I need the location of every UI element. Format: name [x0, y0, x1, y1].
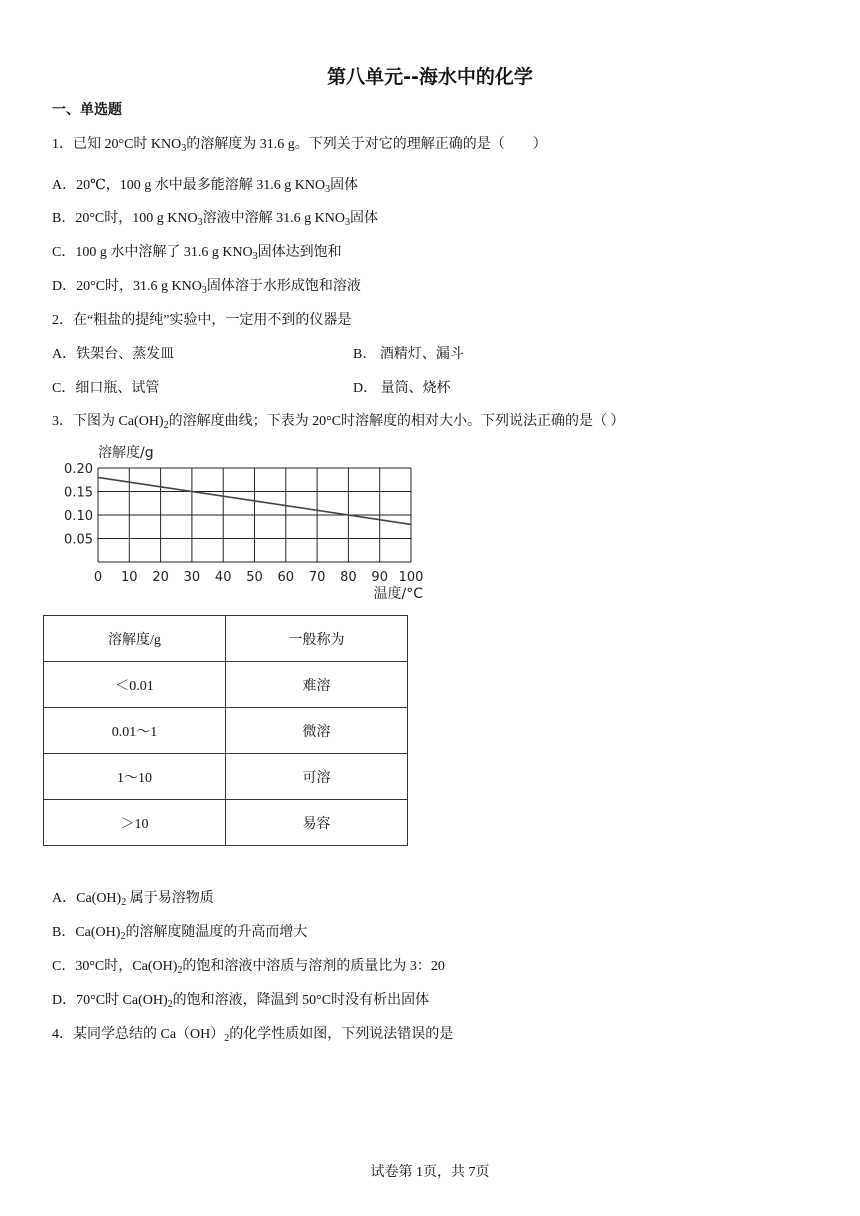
- q3-stem: 3．下图为 $Ca(OH)_2$的溶解度曲线；下表为 20°C时溶解度的相对大小。下列说法正确的是（ ）: [52, 414, 625, 431]
- table-cell: 难溶: [226, 662, 408, 708]
- table-cell: ＞10: [44, 800, 226, 846]
- table-row: [44, 800, 408, 846]
- q4-stem: 4．某同学总结的 $Ca(OH)_2$的化学性质如图，下列说法错误的是: [52, 1027, 454, 1044]
- table-cell: 0.01～1: [44, 708, 226, 754]
- page-footer: 试卷第 1页，共 7页: [370, 1165, 490, 1180]
- x-tick-label: 0: [93, 570, 103, 585]
- x-tick-label: 30: [183, 570, 201, 585]
- q1-option-b: B．20°C时，100 g $KNO_3$溶液中溶解 31.6 g $KNO_3$固体: [52, 211, 378, 228]
- q2-stem: 2．在“粗盐的提纯”实验中，一定用不到的仪器是: [52, 313, 352, 328]
- q1-option-d: D．20°C时，31.6 g $KNO_3$固体溶于水形成饱和溶液: [52, 279, 361, 296]
- y-tick-label: 0.20: [64, 462, 93, 477]
- x-tick-label: 80: [340, 570, 357, 585]
- q1-stem: 1．已知 20°C时 $KNO_3$的溶解度为 31.6 g。下列关于对它的理解正确的是（ ）: [52, 137, 547, 154]
- q2-option-b: B． 酒精灯、漏斗: [353, 347, 464, 362]
- table-cell: 易容: [226, 800, 408, 846]
- table-row: [44, 708, 408, 754]
- table-cell: 1～10: [44, 754, 226, 800]
- q2-option-d: D． 量筒、烧杯: [353, 381, 451, 396]
- table-row: [44, 662, 408, 708]
- x-tick-label: 70: [308, 570, 326, 585]
- x-tick-label: 60: [277, 570, 295, 585]
- table-row: [44, 754, 408, 800]
- q2-option-a: A．铁架台、蒸发皿: [52, 347, 175, 362]
- x-tick-label: 90: [371, 570, 388, 585]
- table-cell: 可溶: [226, 754, 408, 800]
- y-axis-label: 溶解度/g: [98, 445, 154, 461]
- q1-option-c: C．100 g 水中溶解了 31.6 g $KNO_3$固体达到饱和: [52, 245, 342, 262]
- table-header-row: [44, 616, 408, 662]
- table-header-cell: 一般称为: [226, 616, 408, 662]
- x-tick-label: 10: [121, 570, 138, 585]
- q2-option-c: C．细口瓶、试管: [52, 381, 160, 396]
- x-tick-label: 40: [214, 570, 232, 585]
- q3-option-c: C．30°C时，$Ca(OH)_2$的饱和溶液中溶质与溶剂的质量比为 3：20: [52, 959, 445, 976]
- x-tick-label: 20: [152, 570, 169, 585]
- solubility-table: [43, 615, 408, 846]
- x-axis-label: 温度/°C: [373, 586, 423, 602]
- page-title: 第八单元--海水中的化学: [327, 66, 533, 88]
- y-tick-label: 0.10: [64, 509, 93, 524]
- solubility-chart: [52, 440, 452, 605]
- table-cell: ＜0.01: [44, 662, 226, 708]
- q1-option-a: A．20℃，100 g 水中最多能溶解 31.6 g $KNO_3$固体: [52, 178, 359, 195]
- y-tick-label: 0.15: [64, 485, 93, 501]
- q3-option-b: B．$Ca(OH)_2$的溶解度随温度的升高而增大: [52, 925, 308, 942]
- q3-option-d: D．70°C时 $Ca(OH)_2$的饱和溶液，降温到 50°C时没有析出固体: [52, 993, 430, 1010]
- y-tick-label: 0.05: [64, 532, 93, 548]
- table-cell: 微溶: [226, 708, 408, 754]
- q3-option-a: A．$Ca(OH)_2$ 属于易溶物质: [52, 891, 214, 908]
- table-header-cell: 溶解度/g: [44, 616, 226, 662]
- section-heading: 一、单选题: [52, 102, 122, 118]
- x-tick-label: 50: [246, 570, 263, 585]
- x-tick-label: 100: [398, 570, 424, 585]
